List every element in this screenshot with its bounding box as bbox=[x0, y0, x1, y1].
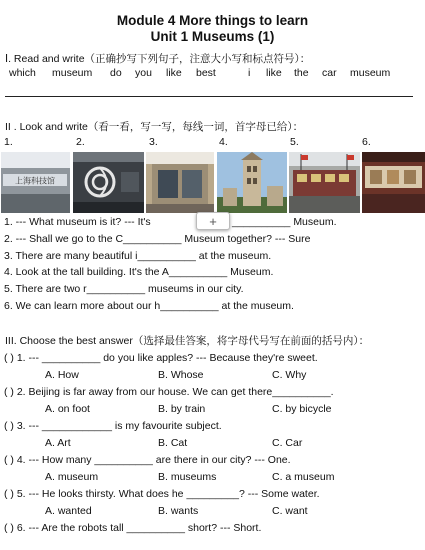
fill-sentence-3: 3. There are many beautiful i__________ at the museum. bbox=[4, 250, 272, 262]
museum-photo-5 bbox=[289, 152, 360, 213]
fill-sentence-2: 2. --- Shall we go to the C__________ Museum together? --- Sure bbox=[4, 233, 311, 245]
photo-number: 3. bbox=[149, 136, 158, 148]
option-a: A. Art bbox=[45, 437, 71, 449]
option-c: C. a museum bbox=[272, 471, 335, 483]
option-a: A. How bbox=[45, 369, 79, 381]
question-2: ( ) 2. Beijing is far away from our house. We can get there__________. bbox=[4, 386, 334, 398]
option-b: B. by train bbox=[158, 403, 206, 415]
photo-number: 2. bbox=[76, 136, 85, 148]
fill-sentence-5: 5. There are two r__________ museums in our city. bbox=[4, 283, 244, 295]
fill-sentence-1-tail: __________ Museum. bbox=[232, 216, 337, 228]
unit-title: Unit 1 Museums (1) bbox=[150, 29, 275, 44]
option-c: C. want bbox=[272, 505, 308, 517]
word-item: you bbox=[135, 67, 152, 79]
option-b: B. museums bbox=[158, 471, 217, 483]
writing-line bbox=[5, 96, 413, 97]
option-a: A. wanted bbox=[45, 505, 92, 517]
museum-photo-4 bbox=[217, 152, 287, 213]
word-item: museum bbox=[350, 67, 391, 79]
module-title: Module 4 More things to learn bbox=[116, 13, 309, 28]
option-b: B. wants bbox=[158, 505, 199, 517]
photo-number: 1. bbox=[4, 136, 13, 148]
question-5: ( ) 5. --- He looks thirsty. What does he _________? --- Some water. bbox=[4, 488, 320, 500]
word-item: i bbox=[248, 67, 251, 79]
photo-sign-text: 上海科技馆 bbox=[15, 176, 55, 186]
option-c: C. by bicycle bbox=[272, 403, 332, 415]
section2-heading: II . Look and write（看一看，写一写，每线一词，首字母已给）： bbox=[5, 121, 304, 133]
museum-photo-3 bbox=[146, 152, 214, 213]
question-3: ( ) 3. --- ____________ is my favourite subject. bbox=[4, 420, 222, 432]
option-b: B. Whose bbox=[158, 369, 204, 381]
word-item: like bbox=[166, 67, 182, 79]
fill-sentence-6: 6. We can learn more about our h__________ at the museum. bbox=[4, 300, 294, 312]
photo-number: 6. bbox=[362, 136, 371, 148]
word-item: like bbox=[266, 67, 282, 79]
word-item: do bbox=[110, 67, 122, 79]
add-plus-button[interactable]: + bbox=[196, 212, 230, 230]
word-item: which bbox=[9, 67, 36, 79]
fill-sentence-1: 1. --- What museum is it? --- It's bbox=[4, 216, 151, 228]
museum-photo-6 bbox=[362, 152, 425, 213]
option-c: C. Why bbox=[272, 369, 307, 381]
word-item: the bbox=[294, 67, 309, 79]
option-c: C. Car bbox=[272, 437, 303, 449]
museum-photo-1 bbox=[1, 152, 70, 213]
museum-photo-2 bbox=[73, 152, 144, 213]
option-b: B. Cat bbox=[158, 437, 188, 449]
question-4: ( ) 4. --- How many __________ are there in our city? --- One. bbox=[4, 454, 291, 466]
section1-heading: Ⅰ. Read and write（正确抄写下列句子，注意大小写和标点符号）： bbox=[5, 53, 311, 65]
photo-number: 4. bbox=[219, 136, 228, 148]
option-a: A. on foot bbox=[45, 403, 90, 415]
fill-sentence-4: 4. Look at the tall building. It's the A__________ Museum. bbox=[4, 266, 274, 278]
photo-number: 5. bbox=[290, 136, 299, 148]
option-a: A. museum bbox=[45, 471, 99, 483]
section3-heading: III. Choose the best answer（选择最佳答案，将字母代号写在前面的括号内）： bbox=[5, 335, 370, 347]
question-6: ( ) 6. --- Are the robots tall __________ short? --- Short. bbox=[4, 522, 262, 534]
word-item: car bbox=[322, 67, 337, 79]
word-item: museum bbox=[52, 67, 93, 79]
word-item: best bbox=[196, 67, 216, 79]
question-1: ( ) 1. --- __________ do you like apples? --- Because they're sweet. bbox=[4, 352, 318, 364]
